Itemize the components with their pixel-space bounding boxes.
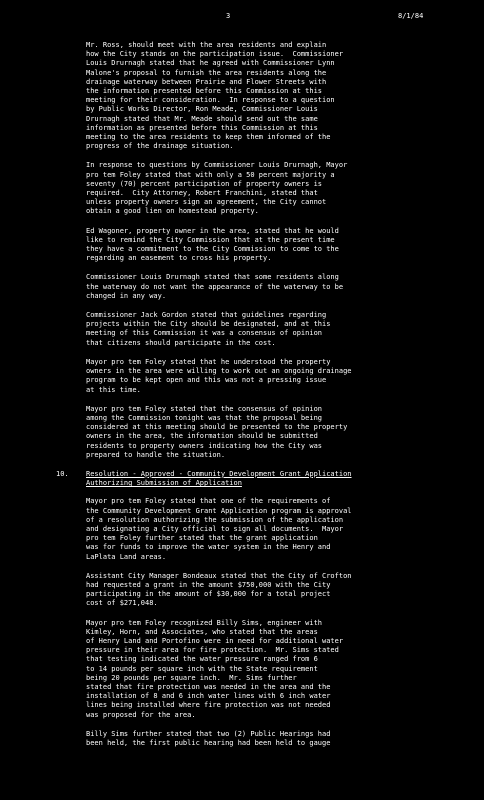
paragraph: Mr. Ross, should meet with the area residents and explain how the City stands on the participation issue. Commissioner Louis Drurnagh stated that he agreed with Commissioner Lynn Malone's proposal to furnish the area residents along the drainage waterway between Prairie and Flower Streets with the information presented before this Commission at this meeting for their consideration. In response to a question by Public Works Director, Ron Meade, Commissioner Louis Drurnagh stated that Mr. Meade should send out the same information as presented before this Commission at this meeting to the area residents to keep them informed of the progress of the drainage situation. xyxy=(86,41,344,151)
paragraph: Commissioner Jack Gordon stated that guidelines regarding projects within the City should be designated, and at this meeting of this Commission it was a consensus of opinion that citizens should participate in the cost. xyxy=(86,311,331,347)
paragraph: Mayor pro tem Foley stated that he understood the property owners in the area were willing to work out an ongoing drainage program to be kept open and this was not a pressing issue at this time. xyxy=(86,357,352,394)
page-date: 8/1/84 xyxy=(398,12,424,20)
paragraph: Mayor pro tem Foley stated that one of the requirements of the Community Development Grant Application program is approval of a resolution authorizing the submission of the application and designating a City official to sign all documents. Mayor pro tem Foley further stated that the grant application was for funds to improve the water system in the Henry and LaPlata Land areas. xyxy=(86,497,352,561)
paragraph: Assistant City Manager Bondeaux stated that the City of Crofton had requested a grant in the amount $750,000 with the City participating in the amount of $30,000 for a total project cost of $271,048. xyxy=(86,571,352,608)
paragraph: Billy Sims further stated that two (2) Public Hearings had been held, the first public hearing had been held to gauge xyxy=(86,729,331,747)
paragraph: Ed Wagoner, property owner in the area, stated that he would like to remind the City Commission that at the present time they have a commitment to the City Commission to come to the regarding an easement to cross his property. xyxy=(86,226,339,263)
agenda-item-title: Resolution - Approved - Community Development Grant Application Authorizing Submission of Application xyxy=(86,469,352,488)
page-header xyxy=(0,12,484,22)
paragraph: Commissioner Louis Drurnagh stated that some residents along the waterway do not want the appearance of the waterway to be changed in any way. xyxy=(86,273,344,300)
agenda-item-heading xyxy=(56,469,454,488)
paragraph: Mayor pro tem Foley recognized Billy Sims, engineer with Kimley, Horn, and Associates, who stated that the areas of Henry Land and Portofino were in need for additional water pressure in their area for fire protection. Mr. Sims stated that testing indicated the water pressure ranged from 6 to 14 pounds per square inch with the State requirement being 20 pounds per square inch. Mr. Sims further stated that fire protection was needed in the area and the installation of 8 and 6 inch water lines with 6 inch water lines being installed where fire protection was not needed was proposed for the area. xyxy=(86,618,344,719)
agenda-item-number: 10. xyxy=(56,469,69,478)
page-number: 3 xyxy=(226,12,231,20)
minutes-body xyxy=(56,41,454,758)
paragraph: In response to questions by Commissioner Louis Drurnagh, Mayor pro tem Foley stated that with only a 50 percent majority a seventy (70) percent participation of property owners is required. City Attorney, Robert Franchini, stated that unless property owners sign an agreement, the City cannot obtain a good lien on homestead property. xyxy=(86,161,348,216)
paragraph: Mayor pro tem Foley stated that the consensus of opinion among the Commission tonight was that the proposal being considered at this meeting should be presented to the property owners in the area, the information should be submitted residents to property owners indicating how the City was prepared to handle the situation. xyxy=(86,404,348,459)
